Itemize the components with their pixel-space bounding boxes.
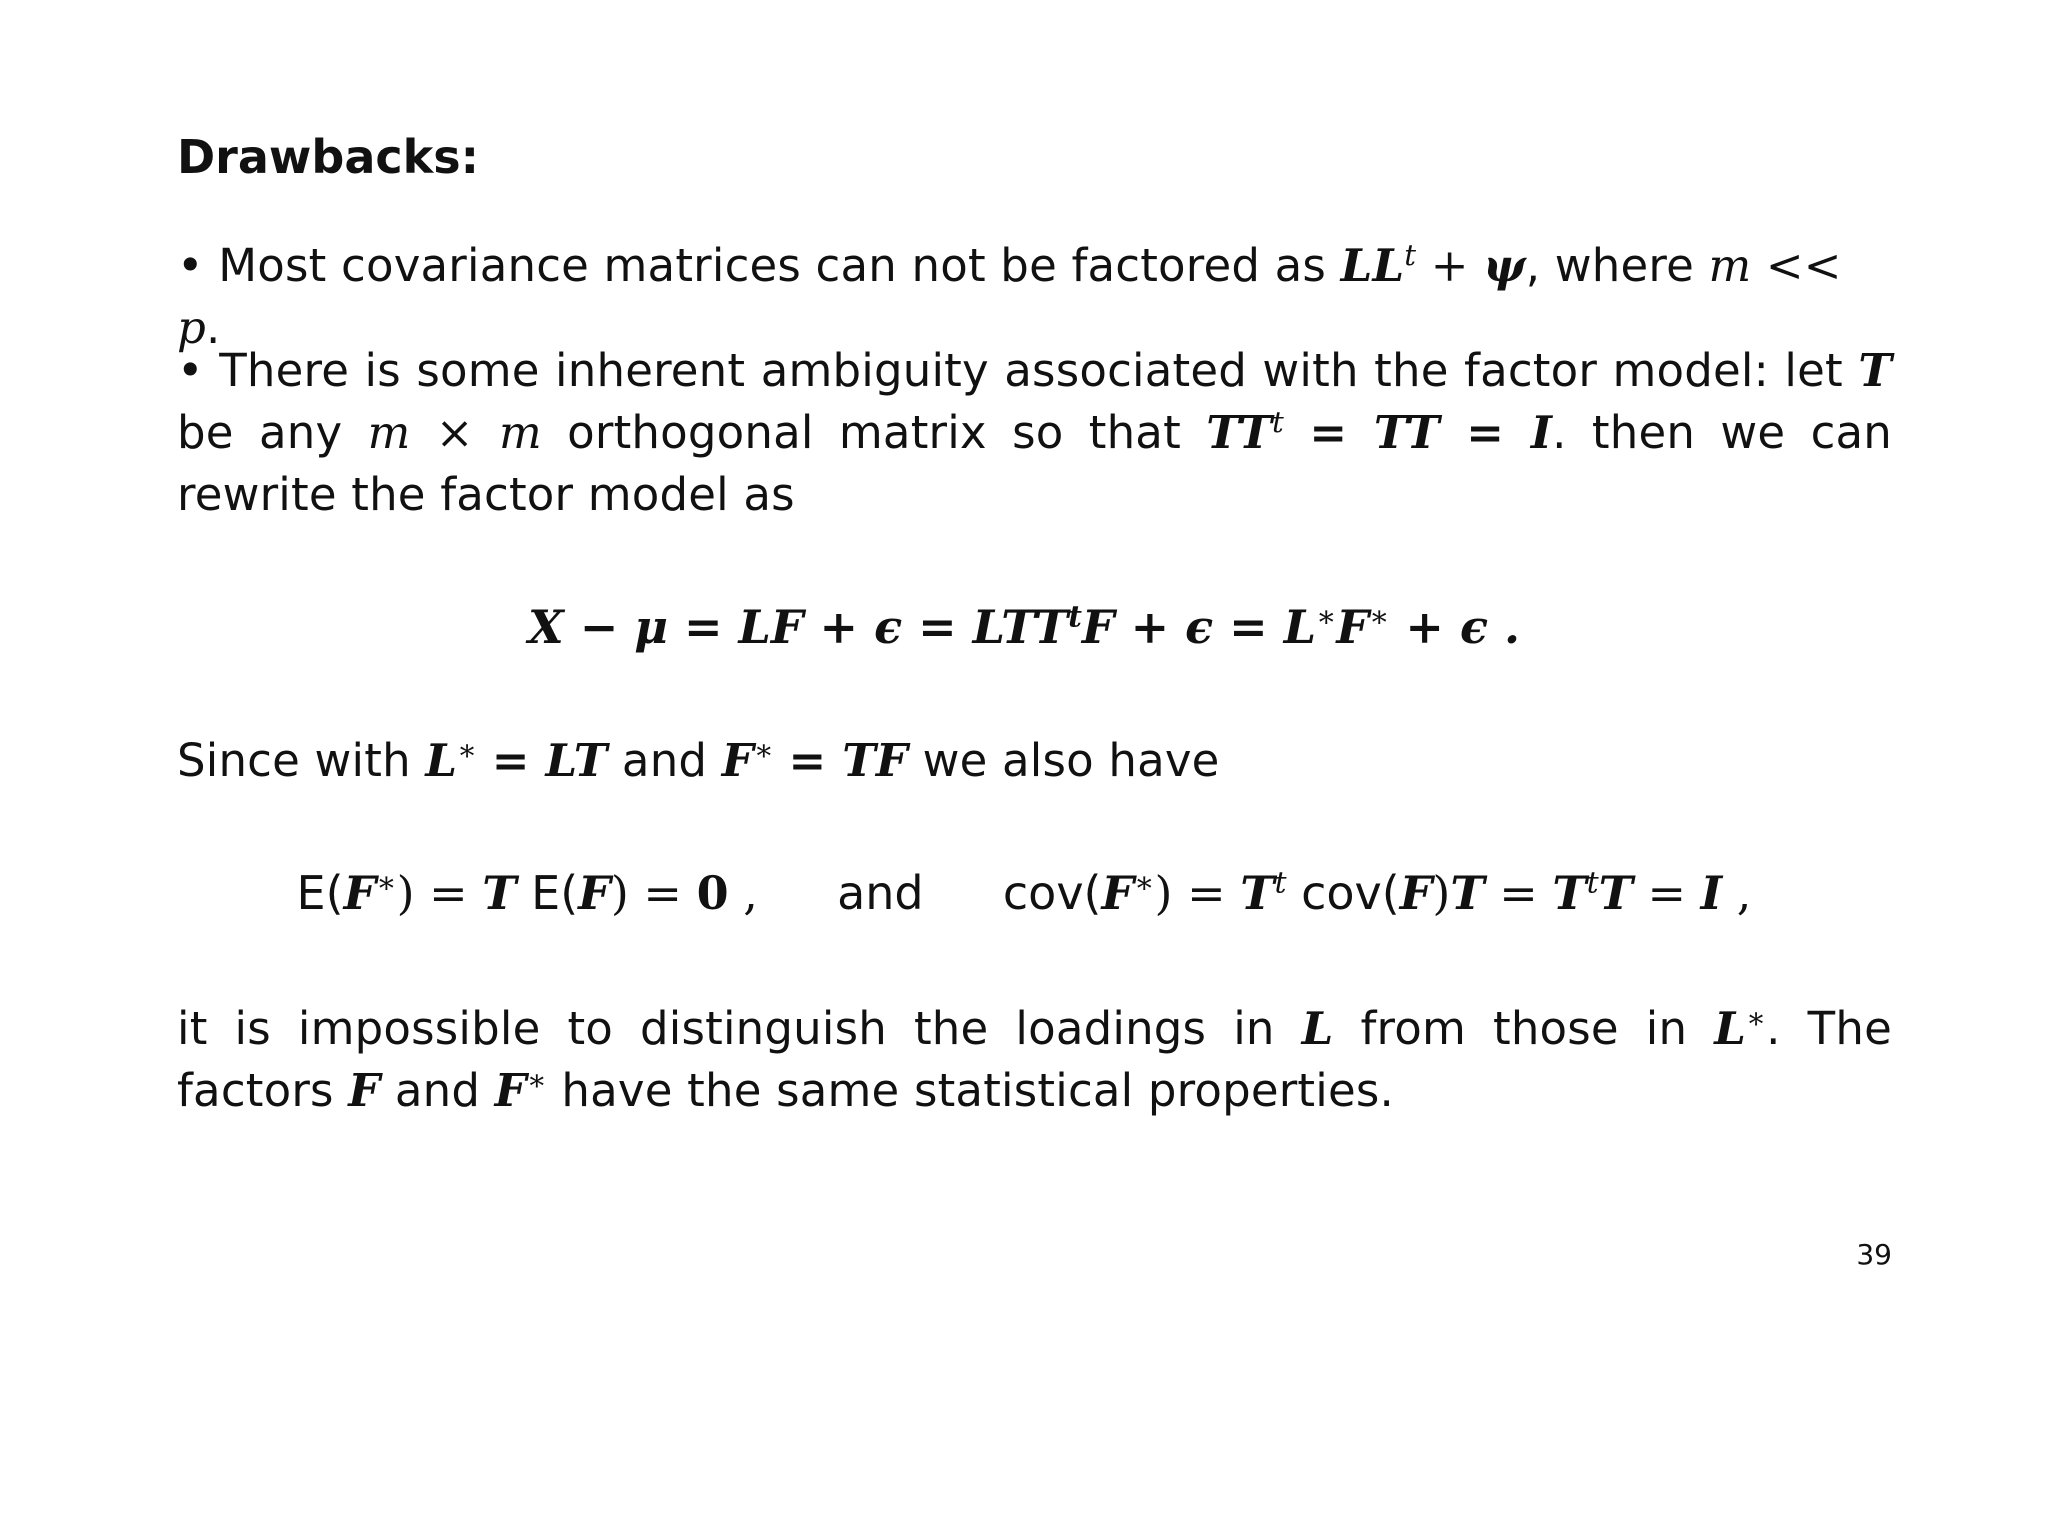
eq2-T2: T [1240,866,1275,920]
math-F-star: F [721,734,754,787]
math-F: F [348,1064,381,1117]
math-L: L [1301,1002,1334,1055]
conclusion-text4: and [394,1064,481,1117]
math-m-by-m: m × m [367,406,542,459]
conclusion-text2: from those in [1360,1002,1688,1055]
eq2-close4: ) [1432,866,1451,920]
math-condition: m << p [177,239,1842,354]
bullet-text-rewrite: . then we can rewrite the factor model as [177,406,1893,521]
math-star: ∗ [526,1062,547,1097]
bullet-period: . [206,301,221,354]
math-T: T [1858,344,1892,397]
eq2-close1: ) = [396,866,483,920]
eq2-F2: F [578,866,611,920]
eq2-star2: ∗ [1134,865,1155,901]
bullet-text-be-any: be any [177,406,343,459]
bullet-text: Most covariance matrices can not be factored as [218,239,1327,292]
eq-star1: ∗ [1316,599,1337,635]
eq2-F1: F [343,866,377,920]
eq2-close2: ) = [610,866,697,920]
eq2-I: I [1700,866,1723,920]
eq-part3a: = L [1229,600,1317,654]
eq-sup-t: t [1068,599,1082,635]
eq-part1: = LF + ϵ [683,600,903,654]
conclusion-text1: it is impossible to distinguish the loadings in [177,1002,1275,1055]
math-plus: + [1430,239,1469,292]
eq2-T5: T [1598,866,1633,920]
eq-part3c: + ϵ . [1405,600,1521,654]
math-psi: ψ [1483,239,1526,292]
eq-part2a: = LTT [918,600,1069,654]
bullet-marker: • [177,344,204,397]
eq2-T4: T [1552,866,1587,920]
math-star: ∗ [753,732,774,767]
math-eq-LT: = LT [491,734,608,787]
math-TT: TT [1206,406,1273,459]
eq2-zero: 0 [696,866,729,920]
eq2-close3: ) = [1154,866,1241,920]
equation-expectation-covariance [0,862,2048,924]
conclusion-text5: have the same statistical properties. [561,1064,1395,1117]
math-star: ∗ [457,732,478,767]
eq2-eq5: = [1632,866,1701,920]
math-F-star: F [494,1064,527,1117]
eq2-T1: T [482,866,517,920]
eq2-F4: F [1399,866,1433,920]
bullet-text-orthogonal: orthogonal matrix so that [567,406,1181,459]
math-star: ∗ [1746,1000,1767,1035]
since-text: Since with [177,734,411,787]
math-L-star: L [1714,1002,1747,1055]
bullet-text-intro: There is some inherent ambiguity associated with the factor model: let [219,344,1843,397]
eq2-eq4: = [1484,866,1553,920]
page-number: 39 [1856,1238,1892,1271]
eq-part2b: F + ϵ [1081,600,1214,654]
eq2-comma2: , [1722,866,1752,920]
conclusion-text3: . The factors [177,1002,1892,1117]
eq2-E1: E( [296,866,344,920]
eq2-F3: F [1101,866,1135,920]
bullet-text-where: , where [1525,239,1694,292]
since-line [177,730,1892,792]
math-I: I [1530,406,1553,459]
math-LL: LL [1340,239,1405,292]
math-eq-TT: = TT = [1309,406,1531,459]
since-and: and [621,734,708,787]
eq-part3b: F [1336,600,1370,654]
eq2-comma1: , [728,866,758,920]
eq2-sup-t2: t [1586,865,1599,901]
eq2-T3: T [1450,866,1485,920]
eq2-star1: ∗ [376,865,397,901]
conclusion-paragraph [177,998,1892,1122]
bullet-ambiguity [177,340,1892,526]
eq2-cov2: cov( [1286,866,1400,920]
eq2-E2: E( [516,866,579,920]
eq2-and: and [837,866,924,920]
eq-lhs: X − μ [527,600,668,654]
eq2-sup-t1: t [1274,865,1287,901]
eq-star2: ∗ [1369,599,1390,635]
equation-factor-model-rotation [0,596,2048,658]
math-eq-TF: = TF [788,734,909,787]
math-sup-t: t [1404,237,1417,272]
math-sup-t: t [1272,404,1284,439]
eq2-cov1: cov( [1002,866,1102,920]
since-also: we also have [922,734,1220,787]
math-L-star: L [425,734,458,787]
bullet-marker: • [177,239,204,292]
slide-heading: Drawbacks: [177,130,480,184]
